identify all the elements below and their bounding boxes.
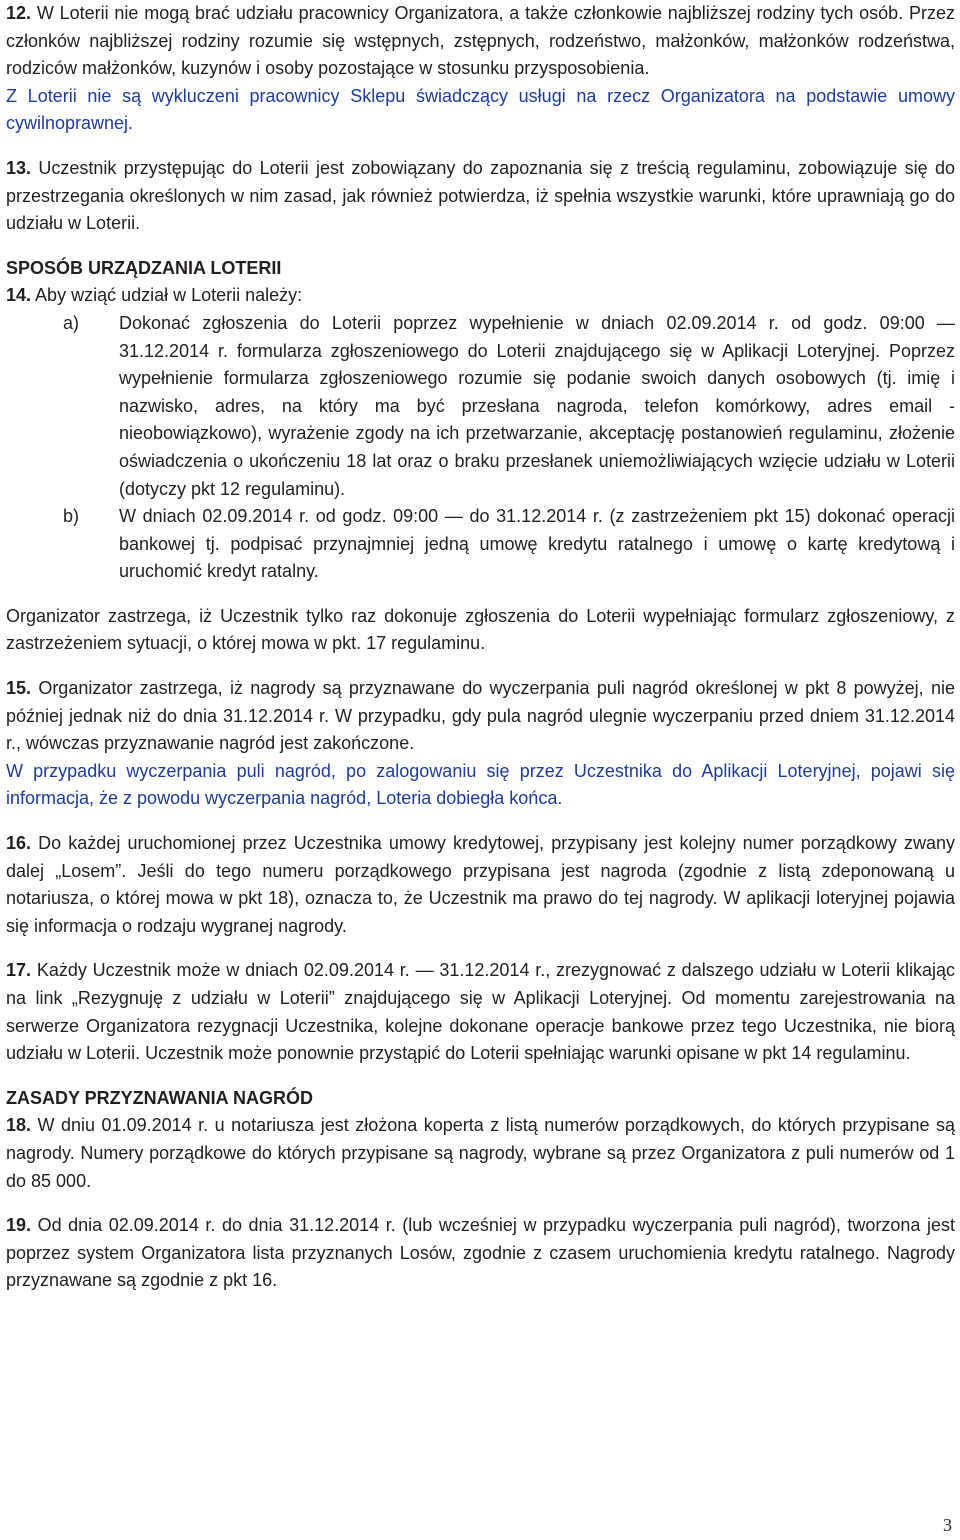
paragraph-15	[6, 675, 955, 758]
paragraph-13	[6, 155, 955, 238]
paragraph-text: Aby wziąć udział w Loterii należy:	[35, 285, 303, 306]
paragraph-number: 15.	[6, 678, 32, 699]
paragraph-number: 19.	[6, 1215, 32, 1236]
paragraph-text: Każdy Uczestnik może w dniach 02.09.2014 r. — 31.12.2014 r., zrezygnować z dalszego udziału w Loterii klikając na link „Rezygnuję z udziału w Loterii” znajdującego się w Aplikacji Loteryjnej. Od momentu zarejestrowania na serwerze Organizatora rezygnacji Uczestnika, kolejne dokonane operacje bankowe przez tego Uczestnika, nie biorą udziału w Loterii. Uczestnik może ponownie przystąpić do Loterii spełniając warunki opisane w pkt 14 regulaminu.	[6, 960, 955, 1064]
paragraph-15-note: W przypadku wyczerpania puli nagród, po zalogowaniu się przez Uczestnika do Aplikacji Loteryjnej, pojawi się informacja, że z powodu wyczerpania nagród, Loteria dobiegła końca.	[6, 760, 955, 809]
paragraph-number: 12.	[6, 3, 32, 23]
page-number: 3	[943, 1515, 952, 1535]
paragraph-text: Organizator zastrzega, iż nagrody są przyznawane do wyczerpania puli nagród określonej w pkt 8 powyżej, nie później jednak niż do dnia 31.12.2014 r. W przypadku, gdy pula nagród ulegnie wyczerpaniu przed dniem 31.12.2014 r., wówczas przyznawanie nagród jest zakończone.	[6, 678, 955, 754]
list-item-b	[63, 503, 955, 586]
list-marker: a)	[63, 312, 80, 333]
paragraph-text: W dniu 01.09.2014 r. u notariusza jest złożona koperta z listą numerów porządkowych, do których przypisane są nagrody. Numery porządkowe do których przypisane są nagrody, wybrane są przez Organizatora z puli numerów od 1 do 85 000.	[6, 1115, 955, 1191]
paragraph-16	[6, 830, 955, 940]
section-heading-zasady: ZASADY PRZYZNAWANIA NAGRÓD	[6, 1087, 314, 1108]
list-marker: b)	[63, 506, 80, 527]
list-item-text: Dokonać zgłoszenia do Loterii poprzez wypełnienie w dniach 02.09.2014 r. od godz. 09:00 — 31.12.2014 r. formularza zgłoszeniowego do Loterii znajdującego się w Aplikacji Loteryjnej. Poprzez wypełnienie formularza zgłoszeniowego rozumie się podanie swoich danych osobowych (tj. imię i nazwisko, adres, na który ma być przesłana nagroda, telefon komórkowy, adres email - nieobowiązkowo), wyrażenie zgody na ich przetwarzanie, akceptację postanowień regulaminu, złożenie oświadczenia o ukończeniu 18 lat oraz o braku przesłanek uniemożliwiających wzięcie udziału w Loterii (dotyczy pkt 12 regulaminu).	[119, 312, 955, 499]
paragraph-14-note: Organizator zastrzega, iż Uczestnik tylko raz dokonuje zgłoszenia do Loterii wypełniając formularz zgłoszeniowy, z zastrzeżeniem sytuacji, o której mowa w pkt. 17 regulaminu.	[6, 605, 955, 654]
paragraph-12-note: Z Loterii nie są wykluczeni pracownicy Sklepu świadczący usługi na rzecz Organizatora na podstawie umowy cywilnoprawnej.	[6, 85, 955, 134]
paragraph-17	[6, 957, 955, 1067]
paragraph-text: Od dnia 02.09.2014 r. do dnia 31.12.2014 r. (lub wcześniej w przypadku wyczerpania puli nagród), tworzona jest poprzez system Organizatora lista przyznanych Losów, zgodnie z czasem uruchomienia kredytu ratalnego. Nagrody przyznawane są zgodnie z pkt 16.	[6, 1215, 955, 1291]
paragraph-number: 16.	[6, 833, 32, 854]
paragraph-number: 18.	[6, 1115, 32, 1136]
section-heading-sposob: SPOSÓB URZĄDZANIA LOTERII	[6, 257, 282, 278]
list-item-a	[63, 310, 955, 503]
paragraph-number: 14.	[6, 285, 32, 306]
paragraph-text: W Loterii nie mogą brać udziału pracownicy Organizatora, a także członkowie najbliższej rodziny tych osób. Przez członków najbliższej rodziny rozumie się wstępnych, zstępnych, rodzeństwo, małżonków, małżonków rodzeństwa, rodziców małżonków, kuzynów i osoby pozostające w stosunku przysposobienia.	[6, 3, 955, 79]
paragraph-number: 17.	[6, 960, 32, 981]
paragraph-text: Uczestnik przystępując do Loterii jest zobowiązany do zapoznania się z treścią regulaminu, zobowiązuje się do przestrzegania określonych w nim zasad, jak również potwierdza, iż spełnia wszystkie warunki, które uprawniają go do udziału w Loterii.	[6, 157, 955, 234]
paragraph-text: Do każdej uruchomionej przez Uczestnika umowy kredytowej, przypisany jest kolejny numer porządkowy zwany dalej „Losem”. Jeśli do tego numeru porządkowego przypisana jest nagroda (zgodnie z listą zdeponowaną u notariusza, o której mowa w pkt 18), oznacza to, że Uczestnik ma prawo do tej nagrody. W aplikacji loteryjnej pojawia się informacja o rodzaju wygranej nagrody.	[6, 833, 955, 936]
paragraph-12	[6, 0, 955, 83]
list-item-text: W dniach 02.09.2014 r. od godz. 09:00 — do 31.12.2014 r. (z zastrzeżeniem pkt 15) dokonać operacji bankowej tj. podpisać przynajmniej jedną umowę kredytu ratalnego i umowę o kartę kredytową i uruchomić kredyt ratalny.	[119, 506, 955, 582]
document-page	[6, 0, 955, 1295]
paragraph-18	[6, 1112, 955, 1195]
paragraph-number: 13.	[6, 157, 32, 178]
paragraph-19	[6, 1212, 955, 1295]
paragraph-14	[6, 282, 955, 310]
